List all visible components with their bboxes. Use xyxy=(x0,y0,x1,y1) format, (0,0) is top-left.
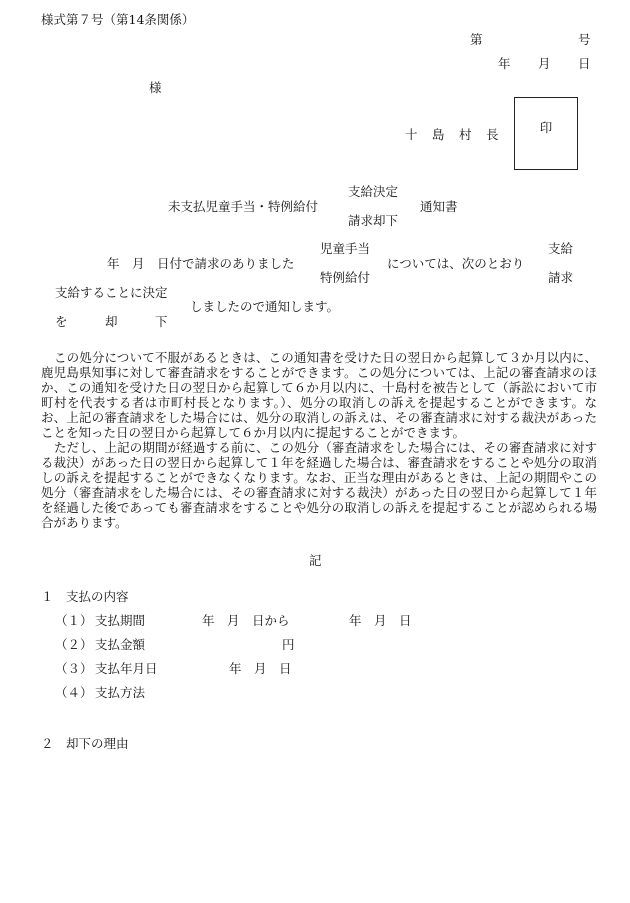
item4-number: （４） xyxy=(55,685,93,700)
doc-number-prefix: 第 xyxy=(470,32,483,47)
addressee-suffix: 様 xyxy=(149,80,162,95)
item2-number: （２） xyxy=(55,637,93,652)
ki-mark: 記 xyxy=(309,553,322,568)
item1-label: 支払期間 xyxy=(95,613,146,628)
title-main: 未支払児童手当・特例給付 xyxy=(168,199,319,214)
title-suffix: 通知書 xyxy=(420,199,458,214)
item3-label: 支払年月日 xyxy=(95,661,158,676)
reject-option: を 却 下 xyxy=(55,314,168,329)
date-day: 日 xyxy=(578,56,591,71)
form-number: 様式第７号（第14条関係） xyxy=(41,12,195,27)
item1-number: （１） xyxy=(55,613,93,628)
item3-number: （３） xyxy=(55,661,93,676)
issuer-name: 十 島 村 長 xyxy=(405,127,500,142)
option-claim: 請求 xyxy=(548,270,574,285)
item2-label: 支払金額 xyxy=(95,637,146,652)
date-year: 年 xyxy=(498,56,511,71)
doc-number-suffix: 号 xyxy=(578,32,591,47)
body-middle: については、次のとおり xyxy=(387,256,525,271)
item2-value: 円 xyxy=(282,637,295,652)
body-suffix: しましたので通知します。 xyxy=(190,299,340,314)
title-option-decision: 支給決定 xyxy=(348,184,399,199)
section1-heading: １ 支払の内容 xyxy=(41,589,129,604)
section2-heading: ２ 却下の理由 xyxy=(41,736,129,751)
notice-paragraph-1: この処分について不服があるときは、この通知書を受けた日の翌日から起算して３か月以内に、鹿児島県知事に対して審査請求をすることができます。この処分については、上記の審査請求のほか、この通知を受けた日の翌日から起算して６か月以内に、十島村を被告として（訴訟において市町村を代表する者は市町村長となります。）、処分の取消しの訴えを提起することができます。なお、上記の審査請求をした場合には、処分の取消しの訴えは、その審査請求に対する裁決があったことを知った日の翌日から起算して６か月以内に提起することができます。 xyxy=(41,350,597,440)
seal-box xyxy=(514,97,578,170)
item1-value-start: 年 月 日から xyxy=(202,613,290,628)
item3-value: 年 月 日 xyxy=(229,661,292,676)
item-child-allowance: 児童手当 xyxy=(320,241,371,256)
date-month: 月 xyxy=(538,56,551,71)
decision-option: 支給することに決定 xyxy=(55,285,168,300)
option-pay: 支給 xyxy=(548,241,574,256)
item4-label: 支払方法 xyxy=(95,685,146,700)
notice-paragraph-2: ただし、上記の期間が経過する前に、この処分（審査請求をした場合には、その審査請求に対する裁決）があった日の翌日から起算して１年を経過した場合は、審査請求をすることや処分の取消しの訴えを提起することができなくなります。なお、正当な理由があるときは、上記の期間やこの処分（審査請求をした場合には、その審査請求に対する裁決）があった日の翌日から起算して１年を経過した後であっても審査請求をすることや処分の取消しの訴えを提起することが認められる場合があります。 xyxy=(41,440,597,530)
seal-label: 印 xyxy=(539,120,553,135)
title-option-reject: 請求却下 xyxy=(348,213,399,228)
item1-value-end: 年 月 日 xyxy=(349,613,412,628)
item-special-benefit: 特例給付 xyxy=(320,270,371,285)
claim-date-text: 年 月 日付で請求のありました xyxy=(107,256,295,271)
